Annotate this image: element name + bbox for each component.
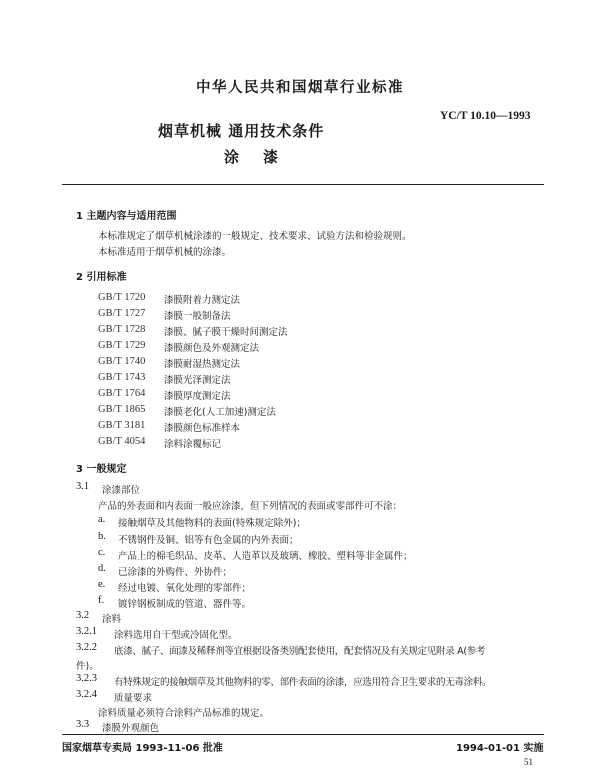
clause-number: 3.2.2 — [76, 642, 97, 653]
reference-code: GB/T 1729 — [98, 340, 146, 351]
clause-text: 有特殊规定的接触烟草及其他物料的零、部件表面的涂漆，应选用符合卫生要求的无毒涂料。 — [114, 677, 492, 688]
clause-number: 3.1 — [76, 481, 90, 492]
list-item-label: b. — [98, 531, 106, 542]
clause-text: 涂料质量必须符合涂料产品标准的规定。 — [98, 708, 270, 719]
clause-intro: 产品的外表面和内表面一般应涂漆，但下列情况的表面或零部件可不涂： — [98, 501, 403, 512]
list-item-text: 已涂漆的外购件、外协件； — [118, 567, 233, 578]
reference-code: GB/T 1764 — [98, 388, 146, 399]
reference-code: GB/T 1728 — [98, 324, 146, 335]
page-number: 51 — [524, 757, 533, 767]
effective-date: 1994-01-01 实施 — [456, 743, 544, 754]
reference-code: GB/T 1720 — [98, 292, 146, 303]
reference-title: 漆膜光泽测定法 — [164, 375, 231, 386]
clause-number: 3.3 — [76, 719, 90, 730]
section-2-heading: 2 引用标准 — [76, 272, 127, 283]
header-divider — [62, 184, 544, 185]
reference-title: 漆膜厚度测定法 — [164, 391, 231, 402]
reference-title: 漆膜附着力测定法 — [164, 295, 241, 306]
list-item-text: 产品上的棉毛织品、皮革、人造革以及玻璃、橡胶、塑料等非金属件； — [118, 551, 413, 562]
reference-title: 漆膜颜色及外观测定法 — [164, 343, 260, 354]
clause-number: 3.2.3 — [76, 673, 97, 684]
reference-code: GB/T 1743 — [98, 372, 146, 383]
document-subtitle: 涂漆 — [224, 148, 303, 166]
section-1-heading: 1 主题内容与适用范围 — [76, 211, 177, 222]
clause-text: 涂料选用自干型或冷固化型。 — [114, 630, 238, 641]
clause-text: 底漆、腻子、面漆及稀释剂等宜根据设备类别配套使用，配套情况及有关规定见附录 A(参考 — [114, 646, 486, 657]
clause-title: 涂漆部位 — [102, 485, 141, 496]
list-item-text: 镀锌钢板制成的管道、器件等。 — [118, 599, 252, 610]
reference-title: 漆膜颜色标准样本 — [164, 423, 241, 434]
clause-title: 漆膜外观颜色 — [102, 723, 160, 734]
section-1-paragraph-1: 本标准规定了烟草机械涂漆的一般规定、技术要求、试验方法和检验规则。 — [98, 231, 412, 242]
reference-title: 漆膜耐湿热测定法 — [164, 359, 241, 370]
reference-code: GB/T 1727 — [98, 308, 146, 319]
standard-code: YC/T 10.10—1993 — [440, 110, 531, 122]
reference-title: 漆膜一般制备法 — [164, 311, 231, 322]
clause-text-continued: 件)。 — [76, 661, 99, 672]
list-item-label: a. — [98, 514, 106, 525]
list-item-label: e. — [98, 579, 106, 590]
list-item-label: f. — [98, 595, 105, 606]
list-item-text: 不锈钢件及铜、铝等有色金属的内外表面； — [118, 535, 299, 546]
list-item-text: 接触烟草及其他物料的表面(特殊规定除外)； — [118, 518, 306, 529]
list-item-label: d. — [98, 563, 106, 574]
reference-title: 漆膜、腻子膜干燥时间测定法 — [164, 327, 288, 338]
list-item-text: 经过电镀、氧化处理的零部件； — [118, 583, 252, 594]
clause-number: 3.2.4 — [76, 689, 97, 700]
section-1-paragraph-2: 本标准适用于烟草机械的涂漆。 — [98, 247, 232, 258]
clause-title: 质量要求 — [114, 693, 153, 704]
list-item-label: c. — [98, 547, 106, 558]
clause-number: 3.2.1 — [76, 626, 97, 637]
reference-code: GB/T 1740 — [98, 356, 146, 367]
reference-code: GB/T 3181 — [98, 420, 146, 431]
reference-code: GB/T 4054 — [98, 436, 146, 447]
section-3-heading: 3 一般规定 — [76, 464, 127, 475]
approval-line: 国家烟草专卖局 1993-11-06 批准 — [62, 743, 223, 754]
footer-divider — [62, 734, 544, 735]
reference-code: GB/T 1865 — [98, 404, 146, 415]
issuing-organization: 中华人民共和国烟草行业标准 — [196, 80, 404, 96]
clause-title: 涂料 — [102, 614, 122, 625]
reference-title: 漆膜老化(人工加速)测定法 — [164, 407, 276, 418]
document-title: 烟草机械 通用技术条件 — [158, 122, 325, 140]
reference-title: 涂料涂覆标记 — [164, 439, 222, 450]
clause-number: 3.2 — [76, 610, 90, 621]
